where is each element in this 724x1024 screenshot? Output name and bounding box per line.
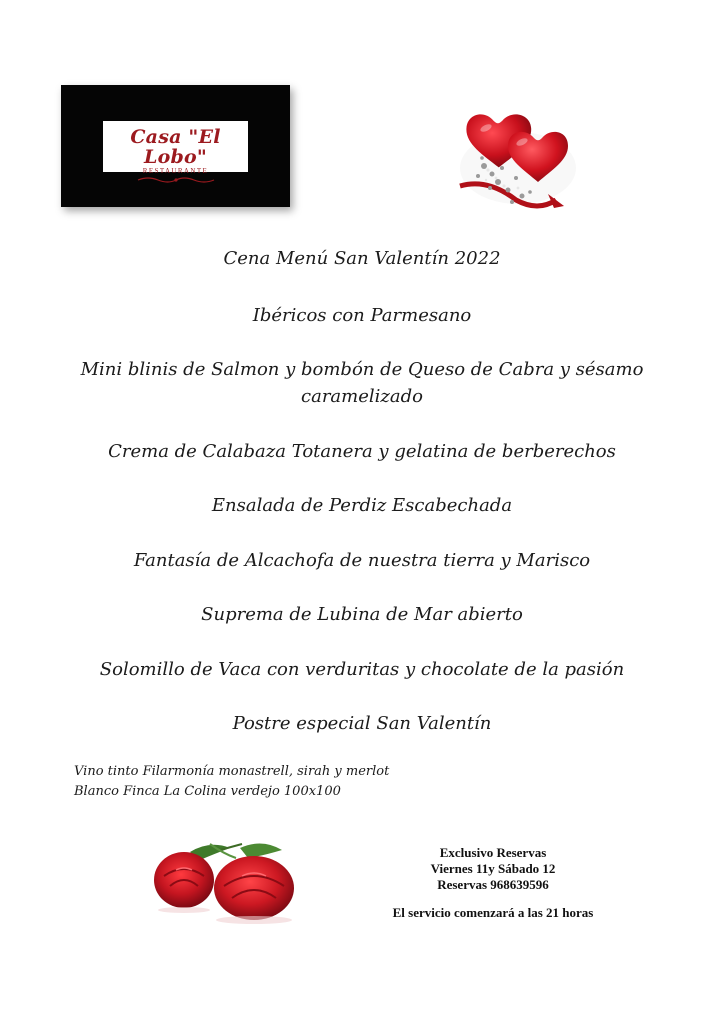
- logo-card: [103, 121, 248, 175]
- menu-item: Ibéricos con Parmesano: [252, 305, 472, 326]
- menu-item: Postre especial San Valentín: [232, 713, 492, 734]
- menu-item: Solomillo de Vaca con verduritas y chocolate de la pasión: [99, 659, 625, 680]
- logo-subtitle: RESTAURANTE: [142, 167, 209, 175]
- menu-item: Mini blinis de Salmon y bombón de Queso de Cabra y sésamo: [80, 359, 644, 380]
- logo-flourish-icon: [136, 176, 216, 184]
- menu-item: Crema de Calabaza Totanera y gelatina de berberechos: [108, 441, 616, 462]
- hearts-icon: [438, 108, 588, 214]
- restaurant-logo: [61, 85, 290, 207]
- menu-item: Ensalada de Perdiz Escabechada: [211, 495, 513, 516]
- exclusive-reservations: Exclusivo Reservas: [439, 845, 547, 860]
- service-start: El servicio comenzará a las 21 horas: [392, 905, 594, 920]
- reservation-phone: Reservas 968639596: [437, 877, 549, 892]
- menu-item: Fantasía de Alcachofa de nuestra tierra y Marisco: [133, 550, 591, 571]
- roses-icon: [150, 840, 304, 924]
- wine-red: Vino tinto Filarmonía monastrell, sirah y merlot: [74, 764, 390, 779]
- logo-name: Casa "El Lobo": [130, 126, 221, 168]
- wine-white: Blanco Finca La Colina verdejo 100x100: [74, 784, 341, 799]
- menu-item-continuation: caramelizado: [301, 386, 423, 407]
- menu-item: Suprema de Lubina de Mar abierto: [201, 604, 523, 625]
- reservation-days: Viernes 11y Sábado 12: [430, 861, 556, 876]
- menu-title: Cena Menú San Valentín 2022: [223, 248, 501, 269]
